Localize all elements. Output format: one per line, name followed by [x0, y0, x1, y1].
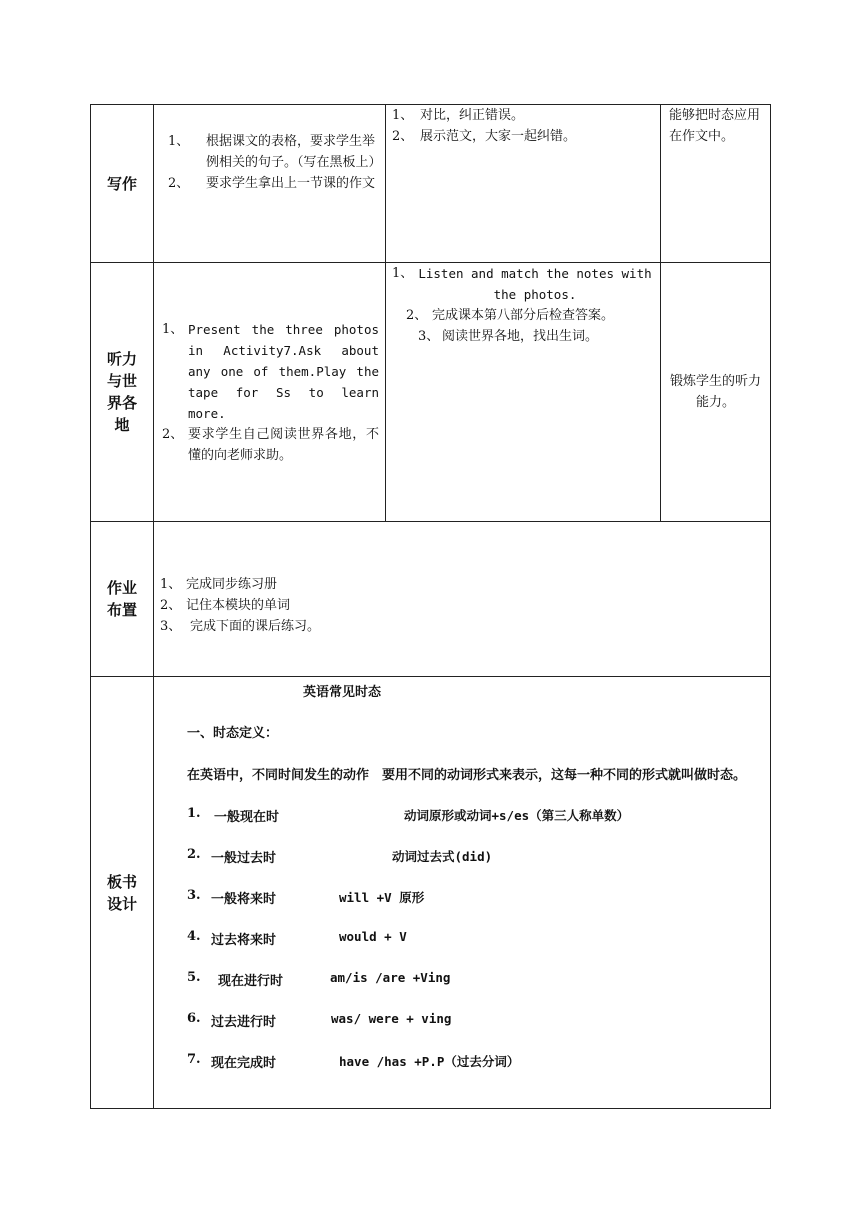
tense-name: 过去进行时 [211, 1015, 277, 1030]
listening-row [91, 263, 771, 522]
list-item [392, 305, 654, 326]
tense-form: 动词过去式(did) [392, 849, 493, 864]
board-definition [187, 765, 766, 787]
writing-label: 写作 [91, 105, 154, 263]
list-item [168, 131, 382, 173]
tense-form: 动词原形或动词+s/es（第三人称单数） [404, 808, 630, 823]
list-item [392, 326, 654, 347]
homework-label [91, 522, 154, 677]
tense-form: will +V 原形 [339, 890, 425, 905]
item-number: 2、 [162, 426, 184, 442]
tense-number: 6. [187, 1011, 201, 1026]
tense-item [187, 847, 766, 888]
list-item [160, 616, 764, 637]
tense-item [187, 1011, 766, 1052]
tense-item [187, 806, 766, 847]
item-text: 完成同步练习册 [186, 576, 278, 592]
item-number: 2、 [392, 129, 414, 144]
tense-number: 4. [187, 929, 201, 944]
listening-purpose-cell: 锻炼学生的听力能力。 [661, 263, 771, 522]
list-item [168, 173, 377, 194]
board-row [91, 677, 771, 1109]
tense-item [187, 929, 766, 970]
board-title: 英语常见时态 [303, 685, 382, 700]
board-label [91, 677, 154, 1109]
item-number: 2、 [406, 308, 428, 323]
listening-label [91, 263, 154, 522]
item-number: 1、 [168, 134, 190, 149]
tense-form: was/ were + ving [331, 1011, 452, 1026]
tense-number: 2. [187, 847, 201, 862]
homework-cell [154, 522, 771, 677]
list-item [392, 263, 654, 305]
list-item [160, 574, 764, 595]
tense-number: 7. [187, 1052, 201, 1067]
homework-row [91, 522, 771, 677]
tense-name: 过去将来时 [211, 933, 277, 948]
board-definition-text: 在英语中，不同时间发生的动作 要用不同的动词形式来表示，这每一种不同的形式就叫做时态。 [187, 768, 747, 783]
listening-students-cell [386, 263, 661, 522]
item-text: 阅读世界各地，找出生词。 [442, 329, 599, 344]
tense-form: have /has +P.P（过去分词） [339, 1054, 520, 1069]
tense-item [187, 970, 766, 1011]
tense-list [187, 806, 766, 1082]
list-item [162, 319, 379, 424]
item-number: 3、 [160, 618, 182, 634]
item-text: Present the three photos in Activity7.Ask about any one of them.Play the tape for Ss to learn more. [188, 321, 379, 421]
item-number: 1、 [392, 108, 414, 123]
tense-number: 3. [187, 888, 201, 903]
tense-form: am/is /are +Ving [330, 970, 451, 985]
tense-number: 1. [187, 806, 201, 821]
item-number: 1、 [162, 321, 184, 337]
list-item [392, 126, 654, 147]
item-number: 1、 [392, 266, 414, 281]
board-label-text: 板书设计 [106, 872, 137, 913]
item-number: 2、 [168, 176, 190, 191]
item-number: 2、 [160, 597, 182, 613]
item-text: 对比，纠正错误。 [420, 108, 525, 123]
listening-label-text: 听力与世界各地 [106, 350, 137, 434]
list-item [162, 424, 379, 466]
item-text: 要求学生自己阅读世界各地，不懂的向老师求助。 [188, 426, 379, 463]
tense-name: 现在进行时 [218, 974, 284, 989]
board-section-heading: 一、时态定义： [187, 726, 279, 741]
list-item [160, 595, 764, 616]
writing-teacher-cell [154, 105, 386, 263]
lesson-plan-table [90, 104, 771, 1109]
item-number: 1、 [160, 576, 182, 592]
tense-item [187, 888, 766, 929]
listening-teacher-cell [154, 263, 386, 522]
homework-label-text: 作业布置 [106, 579, 137, 619]
tense-form: would + V [339, 929, 407, 944]
board-cell [154, 677, 771, 1109]
item-text: 记住本模块的单词 [186, 597, 291, 613]
list-item [392, 105, 654, 126]
writing-row [91, 105, 771, 263]
item-text: 要求学生拿出上一节课的作文 [206, 176, 376, 191]
tense-name: 一般现在时 [214, 810, 280, 825]
tense-number: 5. [187, 970, 201, 985]
item-text: 根据课文的表格，要求学生举例相关的句子。（写在黑板上） [206, 134, 382, 170]
item-text: Listen and match the notes with the photos. [418, 266, 652, 302]
writing-students-cell [386, 105, 661, 263]
writing-purpose-cell: 能够把时态应用在作文中。 [661, 105, 771, 263]
item-number: 3、 [418, 329, 440, 344]
tense-item [187, 1052, 766, 1082]
tense-name: 一般将来时 [211, 892, 277, 907]
item-text: 完成下面的课后练习。 [190, 618, 321, 634]
tense-name: 一般过去时 [211, 851, 277, 866]
item-text: 完成课本第八部分后检查答案。 [432, 308, 615, 323]
tense-name: 现在完成时 [211, 1056, 277, 1071]
item-text: 展示范文，大家一起纠错。 [420, 129, 577, 144]
